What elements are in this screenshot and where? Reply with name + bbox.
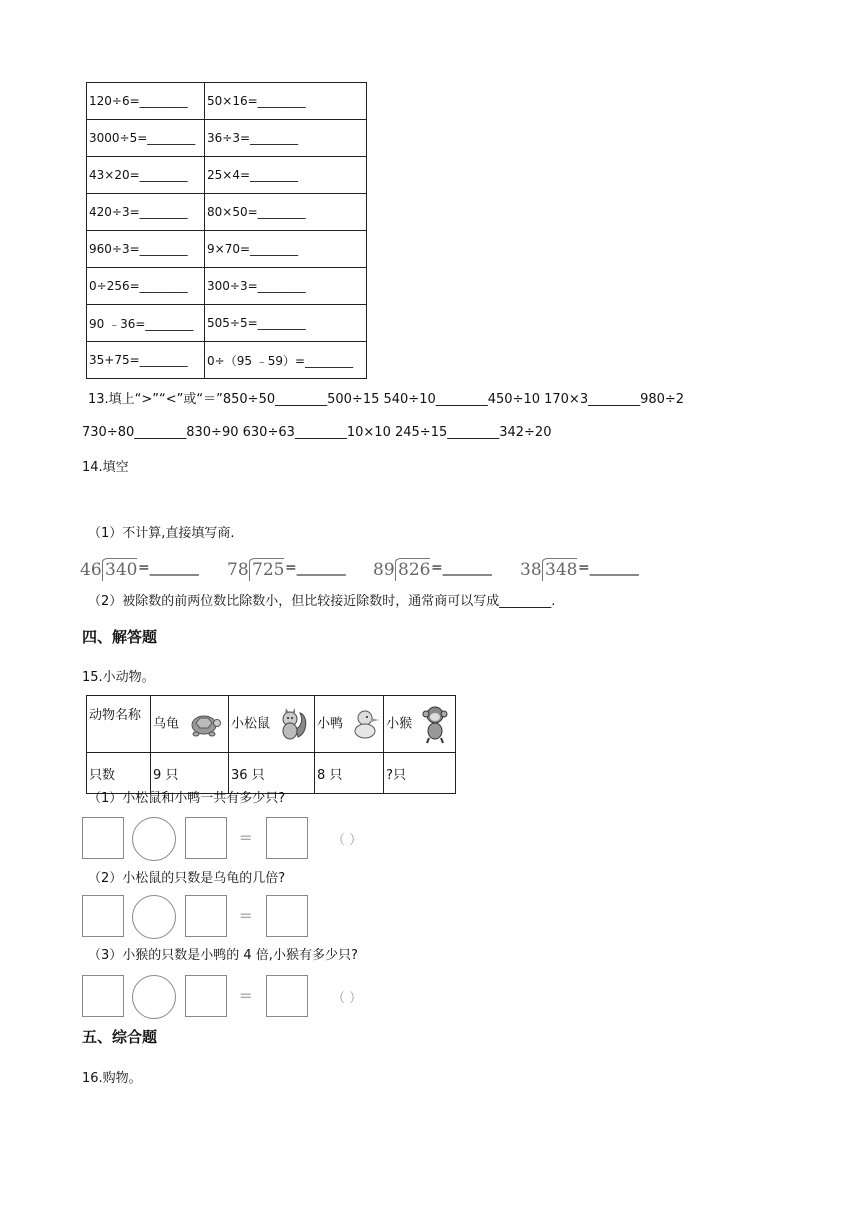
duck-icon <box>351 708 381 740</box>
equals-sign: = <box>239 986 253 1005</box>
table-row <box>87 268 367 305</box>
table-cell <box>315 696 384 753</box>
answer-blank: =_______ <box>138 560 199 576</box>
q14-title: 14.填空 <box>82 460 129 475</box>
table-cell: 43×20=________ <box>87 157 205 194</box>
turtle-icon <box>187 709 221 739</box>
table-cell <box>384 696 456 753</box>
dividend: 725 <box>252 560 285 580</box>
table-cell <box>229 696 315 753</box>
divisor: 38 <box>520 560 542 580</box>
unit-parentheses: （ ） <box>332 991 363 1006</box>
operator-circle[interactable] <box>132 895 176 939</box>
q15-title: 15.小动物。 <box>82 670 155 685</box>
section-heading: 五、综合题 <box>82 1028 158 1046</box>
equation-template <box>82 975 402 1019</box>
equals-sign: = <box>239 828 253 847</box>
table-cell: 50×16=________ <box>205 83 367 120</box>
squirrel-icon <box>278 707 308 741</box>
table-row <box>87 120 367 157</box>
table-cell: 80×50=________ <box>205 194 367 231</box>
answer-box[interactable] <box>185 817 227 859</box>
animal-table <box>86 695 456 794</box>
long-division <box>227 558 357 582</box>
table-row <box>87 83 367 120</box>
table-cell: 36 只 <box>229 753 315 794</box>
answer-box[interactable] <box>185 975 227 1017</box>
answer-box[interactable] <box>185 895 227 937</box>
animal-name: 小鸭 <box>317 716 344 732</box>
long-division <box>373 558 503 582</box>
table-cell: ?只 <box>384 753 456 794</box>
calc-table <box>86 82 367 379</box>
q16-title: 16.购物。 <box>82 1071 142 1086</box>
equals-sign: = <box>239 906 253 925</box>
operator-circle[interactable] <box>132 817 176 861</box>
table-cell: 300÷3=________ <box>205 268 367 305</box>
answer-box[interactable] <box>266 895 308 937</box>
long-division <box>80 558 210 582</box>
table-cell: 90 ﹣36=________ <box>87 305 205 342</box>
table-row <box>87 753 456 794</box>
answer-blank: =_______ <box>578 560 639 576</box>
answer-blank: =_______ <box>285 560 346 576</box>
table-cell: 0÷（95 ﹣59）=________ <box>205 342 367 379</box>
divisor: 46 <box>80 560 102 580</box>
dividend: 348 <box>545 560 578 580</box>
table-row <box>87 231 367 268</box>
monkey-icon <box>420 704 450 744</box>
table-cell: 25×4=________ <box>205 157 367 194</box>
q13-line-1: 13.填上“>”“<”或“＝”850÷50________500÷15 540÷10________450÷10 170×3________980÷2 <box>88 392 685 407</box>
table-cell: 960÷3=________ <box>87 231 205 268</box>
q15-question-3: （3）小猴的只数是小鸭的 4 倍,小猴有多少只? <box>88 948 358 963</box>
answer-box[interactable] <box>82 817 124 859</box>
dividend: 340 <box>105 560 138 580</box>
animal-name: 乌龟 <box>153 716 180 732</box>
section-heading: 四、解答题 <box>82 628 158 646</box>
table-cell: 9 只 <box>151 753 229 794</box>
table-row <box>87 696 456 753</box>
animal-name: 小松鼠 <box>231 716 271 732</box>
q15-question-2: （2）小松鼠的只数是乌龟的几倍? <box>88 871 286 886</box>
table-row <box>87 342 367 379</box>
q15-question-1: （1）小松鼠和小鸭一共有多少只? <box>88 791 286 806</box>
long-division <box>520 558 650 582</box>
animal-name: 小猴 <box>386 716 413 732</box>
answer-box[interactable] <box>82 975 124 1017</box>
table-cell: 420÷3=________ <box>87 194 205 231</box>
table-cell: 8 只 <box>315 753 384 794</box>
dividend: 826 <box>398 560 431 580</box>
table-cell <box>151 696 229 753</box>
q13-line-2: 730÷80________830÷90 630÷63________10×10 245÷15________342÷20 <box>82 425 552 440</box>
table-cell: 505÷5=________ <box>205 305 367 342</box>
table-cell: 36÷3=________ <box>205 120 367 157</box>
unit-parentheses: （ ） <box>332 833 363 848</box>
table-cell: 只数 <box>87 753 151 794</box>
q14-part-2: （2）被除数的前两位数比除数小，但比较接近除数时，通常商可以写成________. <box>88 594 556 609</box>
table-cell: 0÷256=________ <box>87 268 205 305</box>
answer-box[interactable] <box>82 895 124 937</box>
table-cell: 3000÷5=________ <box>87 120 205 157</box>
answer-blank: =_______ <box>431 560 492 576</box>
table-cell: 动物名称 <box>87 696 151 753</box>
divisor: 78 <box>227 560 249 580</box>
table-cell: 35+75=________ <box>87 342 205 379</box>
table-cell: 9×70=________ <box>205 231 367 268</box>
equation-template <box>82 817 402 861</box>
operator-circle[interactable] <box>132 975 176 1019</box>
table-cell: 120÷6=________ <box>87 83 205 120</box>
q14-part-1: （1）不计算,直接填写商. <box>88 526 235 541</box>
answer-box[interactable] <box>266 975 308 1017</box>
divisor: 89 <box>373 560 395 580</box>
table-row <box>87 157 367 194</box>
table-row <box>87 305 367 342</box>
equation-template <box>82 895 322 939</box>
table-row <box>87 194 367 231</box>
answer-box[interactable] <box>266 817 308 859</box>
